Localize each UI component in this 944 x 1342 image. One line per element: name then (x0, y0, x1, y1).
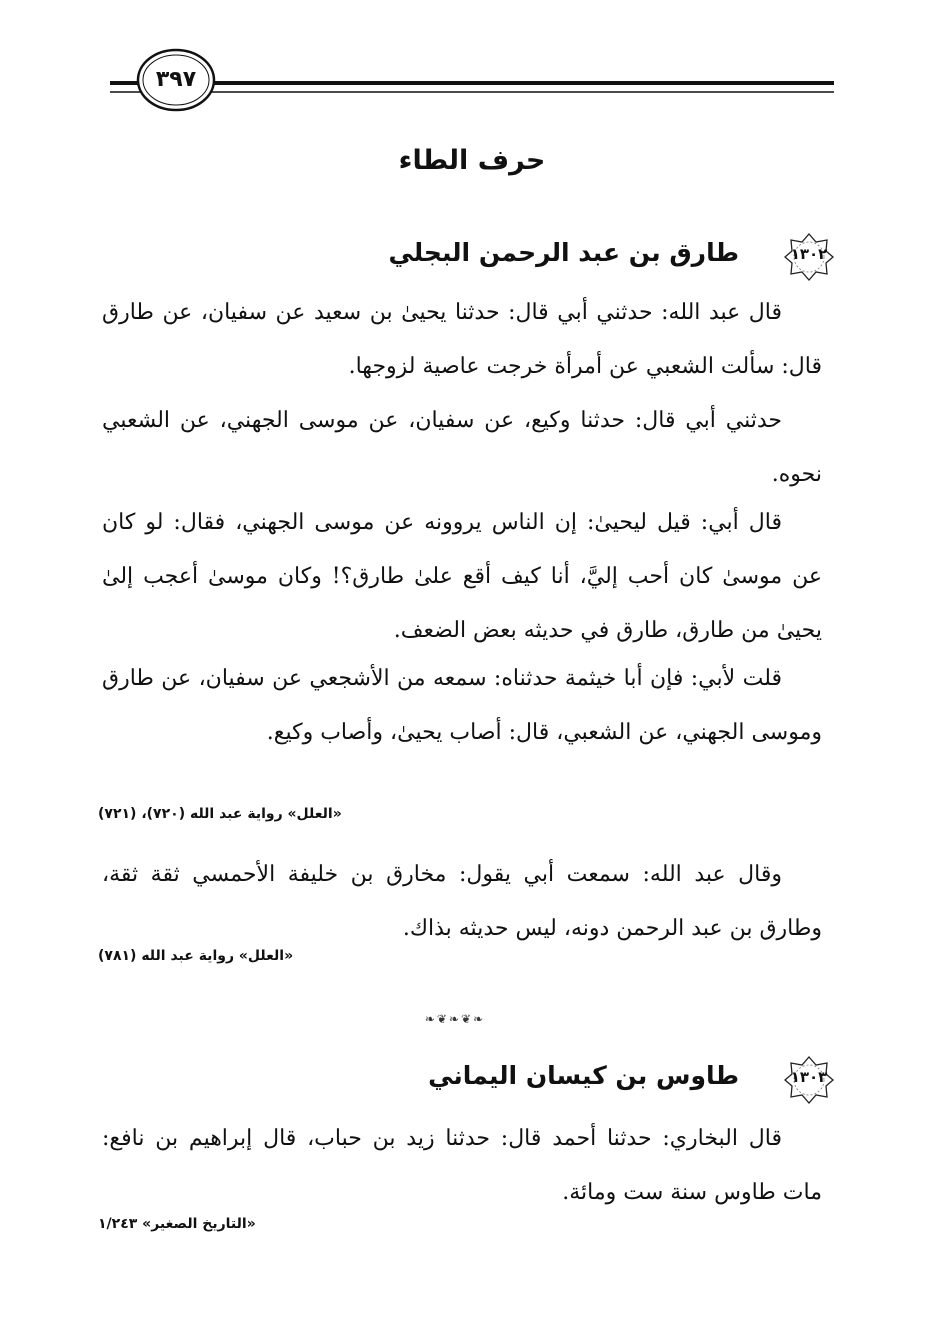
ornament-divider-icon: ❧❦❧❦❧ (424, 1012, 486, 1026)
paragraph: قال البخاري: حدثنا أحمد قال: حدثنا زيد بن حباب، قال إبراهيم بن نافع: مات طاوس سنة ست ومائة. (102, 1126, 822, 1205)
paragraph: حدثني أبي قال: حدثنا وكيع، عن سفيان، عن موسى الجهني، عن الشعبي نحوه. (102, 408, 822, 487)
entry-title: طاوس بن كيسان اليماني (428, 1061, 739, 1090)
paragraph: قال أبي: قيل ليحيىٰ: إن الناس يروونه عن موسى الجهني، فقال: لو كان عن موسىٰ كان أحب إليَّ، أنا كيف أقع علىٰ طارق؟! وكان موسىٰ أعجب إلىٰ يحيىٰ من طارق، طارق في حديثه بعض الضعف. (102, 510, 822, 643)
chapter-title: حرف الطاء (398, 145, 546, 176)
source-citation: «العلل» رواية عبد الله (٧٢٠)، (٧٢١) (98, 806, 342, 822)
entry-number: ١٣٠٢ (790, 245, 828, 263)
entry-badge (784, 232, 834, 282)
paragraph: قال عبد الله: حدثني أبي قال: حدثنا يحيىٰ بن سعيد عن سفيان، عن طارق قال: سألت الشعبي عن أمرأة خرجت عاصية لزوجها. (102, 300, 822, 379)
page-number: ٣٩٧ (155, 67, 197, 92)
paragraph: قلت لأبي: فإن أبا خيثمة حدثناه: سمعه من الأشجعي عن سفيان، عن طارق وموسى الجهني، عن الشعبي، قال: أصاب يحيىٰ، وأصاب وكيع. (102, 666, 822, 745)
entry-title: طارق بن عبد الرحمن البجلي (388, 238, 739, 267)
entry-number: ١٣٠٣ (790, 1068, 828, 1086)
paragraph: وقال عبد الله: سمعت أبي يقول: مخارق بن خليفة الأحمسي ثقة ثقة، وطارق بن عبد الرحمن دونه، ليس حديثه بذاك. (102, 862, 822, 941)
entry-heading (114, 1055, 834, 1105)
source-citation: «التاريخ الصغير» ١/٢٤٣ (98, 1216, 256, 1232)
source-citation: «العلل» رواية عبد الله (٧٨١) (98, 948, 294, 964)
page-header (100, 40, 834, 130)
entry-heading (114, 232, 834, 282)
entry-badge (784, 1055, 834, 1105)
